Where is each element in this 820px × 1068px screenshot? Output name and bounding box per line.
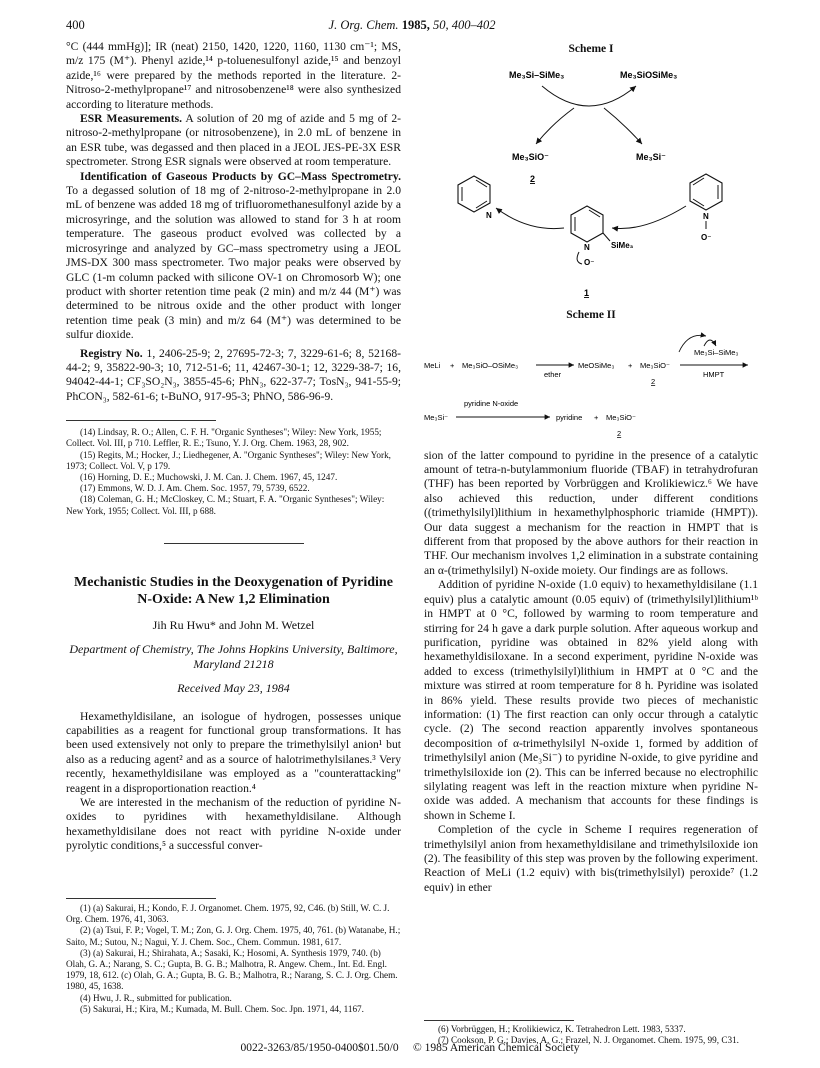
footnote-item: (2) (a) Tsui, F. P.; Vogel, T. M.; Zon, G. J. Org. Chem. 1975, 40, 761. (b) Watanabe, H.; Saito, M.; Sutou, N.; Nagui, Y. J. Chem. Soc., Chem. Commun. 1981, 617. xyxy=(66,925,401,947)
registry-text: 1, 2406-25-9; 2, 27695-72-3; 7, 3229-61-6; 8, 52168-44-2; 9, 35822-90-3; 10, 712-51-6; 11, 42467-30-1; 12, 3229-38-7; 16, 94042-44-1; CF₃SO₂N₃, 3855-45-6; PhN₃, 622-37-7; TosN₃, 941-55-9; PhCON₃, 582-61-6; t-BuNO, 917-95-3; PhNO, 586-96-9. xyxy=(66,346,402,403)
footer-copyright: © 1985 American Chemical Society xyxy=(412,1042,580,1054)
esr-text: A solution of 20 mg of azide and 5 mg of 2-nitroso-2-methylpropane (or nitrosobenzene), in 2.0 mL of benzene in an ESR tube, was degassed and then placed in a JEOL JES-PE-3X ESR spectrometer. Strong ESR signals were observed at room temperature. xyxy=(66,112,401,169)
footnote-item: (6) Vorbrüggen, H.; Krolikiewicz, K. Tetrahedron Lett. 1983, 5337. xyxy=(438,1024,686,1034)
scheme1-siloxide: Me₃SiO⁻ xyxy=(512,152,549,163)
scheme-2-diagram xyxy=(424,322,758,440)
scheme1-disiloxane: Me₃SiOSiMe₃ xyxy=(620,70,678,81)
journal-citation xyxy=(66,18,758,33)
footnote-item: (5) Sakurai, H.; Kira, M.; Kumada, M. Bull. Chem. Soc. Jpn. 1971, 44, 1167. xyxy=(80,1003,364,1014)
scheme2-num-2a: 2 xyxy=(651,377,656,387)
pyridine-left-structure xyxy=(458,176,492,220)
scheme1-disilane: Me₃Si–SiMe₃ xyxy=(509,70,565,81)
body-paragraph: Completion of the cycle in Scheme I requires regeneration of trimethylsilyl anion from hexamethyldisilane and trimethylsiloxide ion (2). The feasibility of this step was proven by the following experiment. Reaction of MeLi (1.2 equiv) with bis(trimethylsilyl) peroxide⁷ (1.2 equiv) in ether xyxy=(424,823,758,894)
footnote-item: (4) Hwu, J. R., submitted for publication. xyxy=(80,992,232,1003)
footnote-item: (3) (a) Sakurai, H.; Shirahata, A.; Sasaki, K.; Hosomi, A. Synthesis 1979, 740. (b) Olah, G. A.; Narang, S. C.; Gupta, B. G. B.; Malhotra, R. Angew. Chem., Int. Ed. Engl. 1979, 18, 612. (c) Olah, G. A.; Gupta, B. G. B.; Malhotra, R.; Narang, S. C. J. Org. Chem. 1980, 45, 1638. xyxy=(66,947,398,992)
reference-item: (18) Coleman, G. H.; McCloskey, C. M.; Stuart, F. A. "Organic Syntheses"; Wiley: New York, 1955; Collect. Vol. III, p 688. xyxy=(66,494,385,516)
intermediate-n: N xyxy=(584,243,590,253)
footnote-item: (7) Cookson, P. G.; Davies, A. G.; Frazel, N. J. Organomet. Chem. 1975, 99, C31. xyxy=(438,1035,739,1046)
scheme2-plus-3: + xyxy=(594,413,599,423)
esr-paragraph xyxy=(66,112,401,170)
scheme-1-diagram xyxy=(424,56,758,301)
esr-heading: ESR Measurements. xyxy=(80,112,182,126)
scheme1-arrow-out xyxy=(496,208,564,229)
footnote-rule xyxy=(66,898,216,899)
scheme2-peroxide: Me₃SiO–OSiMe₃ xyxy=(462,361,519,371)
pyridine-oxide-right-structure xyxy=(690,174,722,242)
body-paragraph: Hexamethyldisilane, an isologue of hydrogen, possesses unique capabilities as a reagent for functional group transformations. It has been used extensively not only to prepare the trimethylsilyl anion¹ but also as a reducing agent² and as a source of halotrimethylsilanes.³ Very recently, hexamethyldisilane was employed as a "counterattacking" reagent in a disproportionation reaction.⁴ xyxy=(66,709,401,795)
pyridine-n-right: N xyxy=(703,212,709,222)
scheme2-meli: MeLi xyxy=(424,361,441,371)
intermediate-1-structure xyxy=(571,206,634,298)
scheme1-arrow-left xyxy=(536,108,574,144)
article-authors: Jih Ru Hwu* and John M. Wetzel xyxy=(152,617,315,632)
gc-text: To a degassed solution of 18 mg of 2-nitroso-2-methylpropane in 2.0 mL of benzene was added 18 mg of trifluoromethanesulfonyl azide by a microsyringe, and the solution was allowed to stand for 3 h at room temperature. The gaseous product evolved was collected by a microsyringe and analyzed by GC–mass spectrometry using a JEOL JMS-DX 300 mass spectrometer. Two major peaks were observed by GLC (1-m column packed with silicone OV-1 on Chromosorb W); one product with shorter retention time peak (2 min) and m/z 44 (M⁺) was determined to be nitrous oxide and the other product with longer retention time peak (3 min) and m/z 64 (M⁺) was determined to be sulfur dioxide. xyxy=(66,184,401,342)
scheme2-siloxide: Me₃SiO⁻ xyxy=(640,361,670,371)
gc-paragraph xyxy=(66,170,401,343)
article-separator-rule xyxy=(164,543,304,544)
gc-heading: Identification of Gaseous Products by GC–Mass Spectrometry. xyxy=(80,169,401,183)
running-header xyxy=(66,18,758,36)
pyridine-n-left: N xyxy=(486,211,492,221)
journal-volume-pages: 50, 400–402 xyxy=(432,18,496,32)
scheme-1-label: Scheme I xyxy=(568,43,614,55)
body-paragraph: We are interested in the mechanism of the reduction of pyridine N-oxides to pyridines with hexamethyldisilane. Although hexamethyldisilane does not react with pyridine N-oxide under pyrolytic conditions,⁵ a successful conver- xyxy=(66,796,401,853)
experimental-continuation: °C (444 mmHg)]; IR (neat) 2150, 1420, 1220, 1160, 1130 cm⁻¹; MS, m/z 175 (M⁺). Phenyl azide,¹⁴ p-toluenesulfonyl azide,¹⁵ and benzoyl azide,¹⁶ were prepared by the methods reported in the literature. 2-Nitroso-2-methylpropane¹⁷ and nitrosobenzene¹⁸ were also synthesized according to literature methods. xyxy=(66,40,401,111)
scheme2-pyridine: pyridine xyxy=(556,413,583,423)
intermediate-compound-1: 1 xyxy=(584,288,590,299)
footer-code: 0022-3263/85/1950-0400$01.50/0 xyxy=(240,1042,399,1054)
scheme1-arrow-right xyxy=(604,108,642,144)
scheme1-arrow-in xyxy=(612,206,686,229)
scheme2-meosime3: MeOSiMe₃ xyxy=(578,361,615,371)
journal-name: J. Org. Chem. xyxy=(328,18,399,32)
scheme2-num-2b: 2 xyxy=(617,429,622,439)
body-paragraph: sion of the latter compound to pyridine in the presence of a catalytic amount of tetra-n-butylammonium fluoride (TBAF) in tetrahydrofuran (THF) has been reported by Vorbrüggen and Krolikiewicz.⁶ We have also achieved this reduction, under different conditions ((trimethylsilyl)lithium in hexamethylphosphoric triamide (HMPT)). Our data suggest a mechanism for the reaction in HMPT that is different from that proposed by the above authors for their reaction in THF. Our mechanism involves 1,2 elimination in a substrate containing an α-(trimethylsilyl) N-oxide moiety. Our findings are as follows. xyxy=(424,448,758,577)
scheme2-silyl-anion: Me₃Si⁻ xyxy=(424,413,449,423)
scheme1-silyl-anion: Me₃Si⁻ xyxy=(636,152,666,163)
scheme2-ether: ether xyxy=(544,370,562,380)
article-title: Mechanistic Studies in the Deoxygenation of Pyridine N-Oxide: A New 1,2 Elimination xyxy=(74,574,393,607)
scheme1-top-arc xyxy=(542,86,636,106)
reference-item: (16) Horning, D. E.; Muchowski, J. M. Can. J. Chem. 1967, 45, 1247. xyxy=(80,471,338,482)
right-column xyxy=(424,42,758,895)
registry-paragraph xyxy=(66,347,401,405)
page-number: 400 xyxy=(66,18,85,32)
pyridine-oxide-o: O⁻ xyxy=(701,233,712,243)
scheme2-curved-arrow-1 xyxy=(704,340,716,346)
footnote-rule xyxy=(424,1020,574,1021)
scheme1-compound-2: 2 xyxy=(530,174,536,185)
scheme2-plus-1: + xyxy=(450,361,455,371)
registry-heading: Registry No. xyxy=(80,346,143,360)
author-affiliation: Department of Chemistry, The Johns Hopkins University, Baltimore, Maryland 21218 xyxy=(69,642,398,671)
references-list xyxy=(66,427,401,517)
scheme-2-label: Scheme II xyxy=(566,308,616,321)
reference-item: (15) Regits, M.; Hocker, J.; Liedhegener, A. "Organic Syntheses"; Wiley: New York, 1973; Collect. Vol. V, p 179. xyxy=(66,449,391,471)
body-paragraph: Addition of pyridine N-oxide (1.0 equiv) to hexamethyldisilane (1.1 equiv) plus a catalytic amount (0.05 equiv) of (trimethylsilyl)lithium¹ᵇ in HMPT at 0 °C, followed by warming to room temperature and stirring for 24 h gave a dark purple solution. After aqueous workup and purification, pyridine was obtained in 82% yield along with hexamethyldisiloxane. In a second experiment, pyridine N-oxide was added to excess (trimethylsilyl)lithium in HMPT at 0 °C and the mixture was stirred at room temperature for 8 h. Pyridine was isolated in 86% yield. These results provide two pieces of mechanistic information: (1) The first reaction can only occur through a catalytic cycle. (2) The second reaction apparently involves spontaneous decomposition of α-trimethylsilyl N-oxide 1, formed by addition of trimethylsilyl anion (Me₃Si⁻) to pyridine N-oxide, to give pyridine and trimethylsiloxide ion (2). This can be inferred because no electrophilic silylating reagent was left in the reaction mixture when pyridine N-oxide was added. A mechanism that accounts for these findings is shown in Scheme I. xyxy=(424,578,758,822)
page-footer xyxy=(0,1042,820,1054)
reference-item: (14) Lindsay, R. O.; Allen, C. F. H. "Organic Syntheses"; Wiley: New York, 1955; Collect. Vol. III, p 710. Leffler, R. E.; Tsuno, Y. J. Org. Chem. 1963, 28, 902. xyxy=(66,427,382,449)
scheme2-hmpt: HMPT xyxy=(703,370,725,380)
left-footnotes xyxy=(66,898,401,1015)
footnote-item: (1) (a) Sakurai, H.; Kondo, F. J. Organomet. Chem. 1975, 92, C46. (b) Still, W. C. J. Org. Chem. 1976, 41, 3063. xyxy=(66,903,390,925)
left-column xyxy=(66,40,401,854)
scheme2-disilane: Me₃Si–SiMe₃ xyxy=(694,348,739,358)
intermediate-o: O⁻ xyxy=(584,258,595,268)
intermediate-sime3: SiMe₃ xyxy=(611,241,634,251)
reference-item: (17) Emmons, W. D. J. Am. Chem. Soc. 1957, 79, 5739, 6522. xyxy=(80,483,310,494)
references-rule xyxy=(66,420,216,421)
journal-year: 1985, xyxy=(401,18,430,32)
scheme2-siloxide-2: Me₃SiO⁻ xyxy=(606,413,636,423)
received-date: Received May 23, 1984 xyxy=(177,681,290,696)
scheme2-plus-2: + xyxy=(628,361,633,371)
scheme2-pyridine-n-oxide: pyridine N-oxide xyxy=(464,399,519,409)
